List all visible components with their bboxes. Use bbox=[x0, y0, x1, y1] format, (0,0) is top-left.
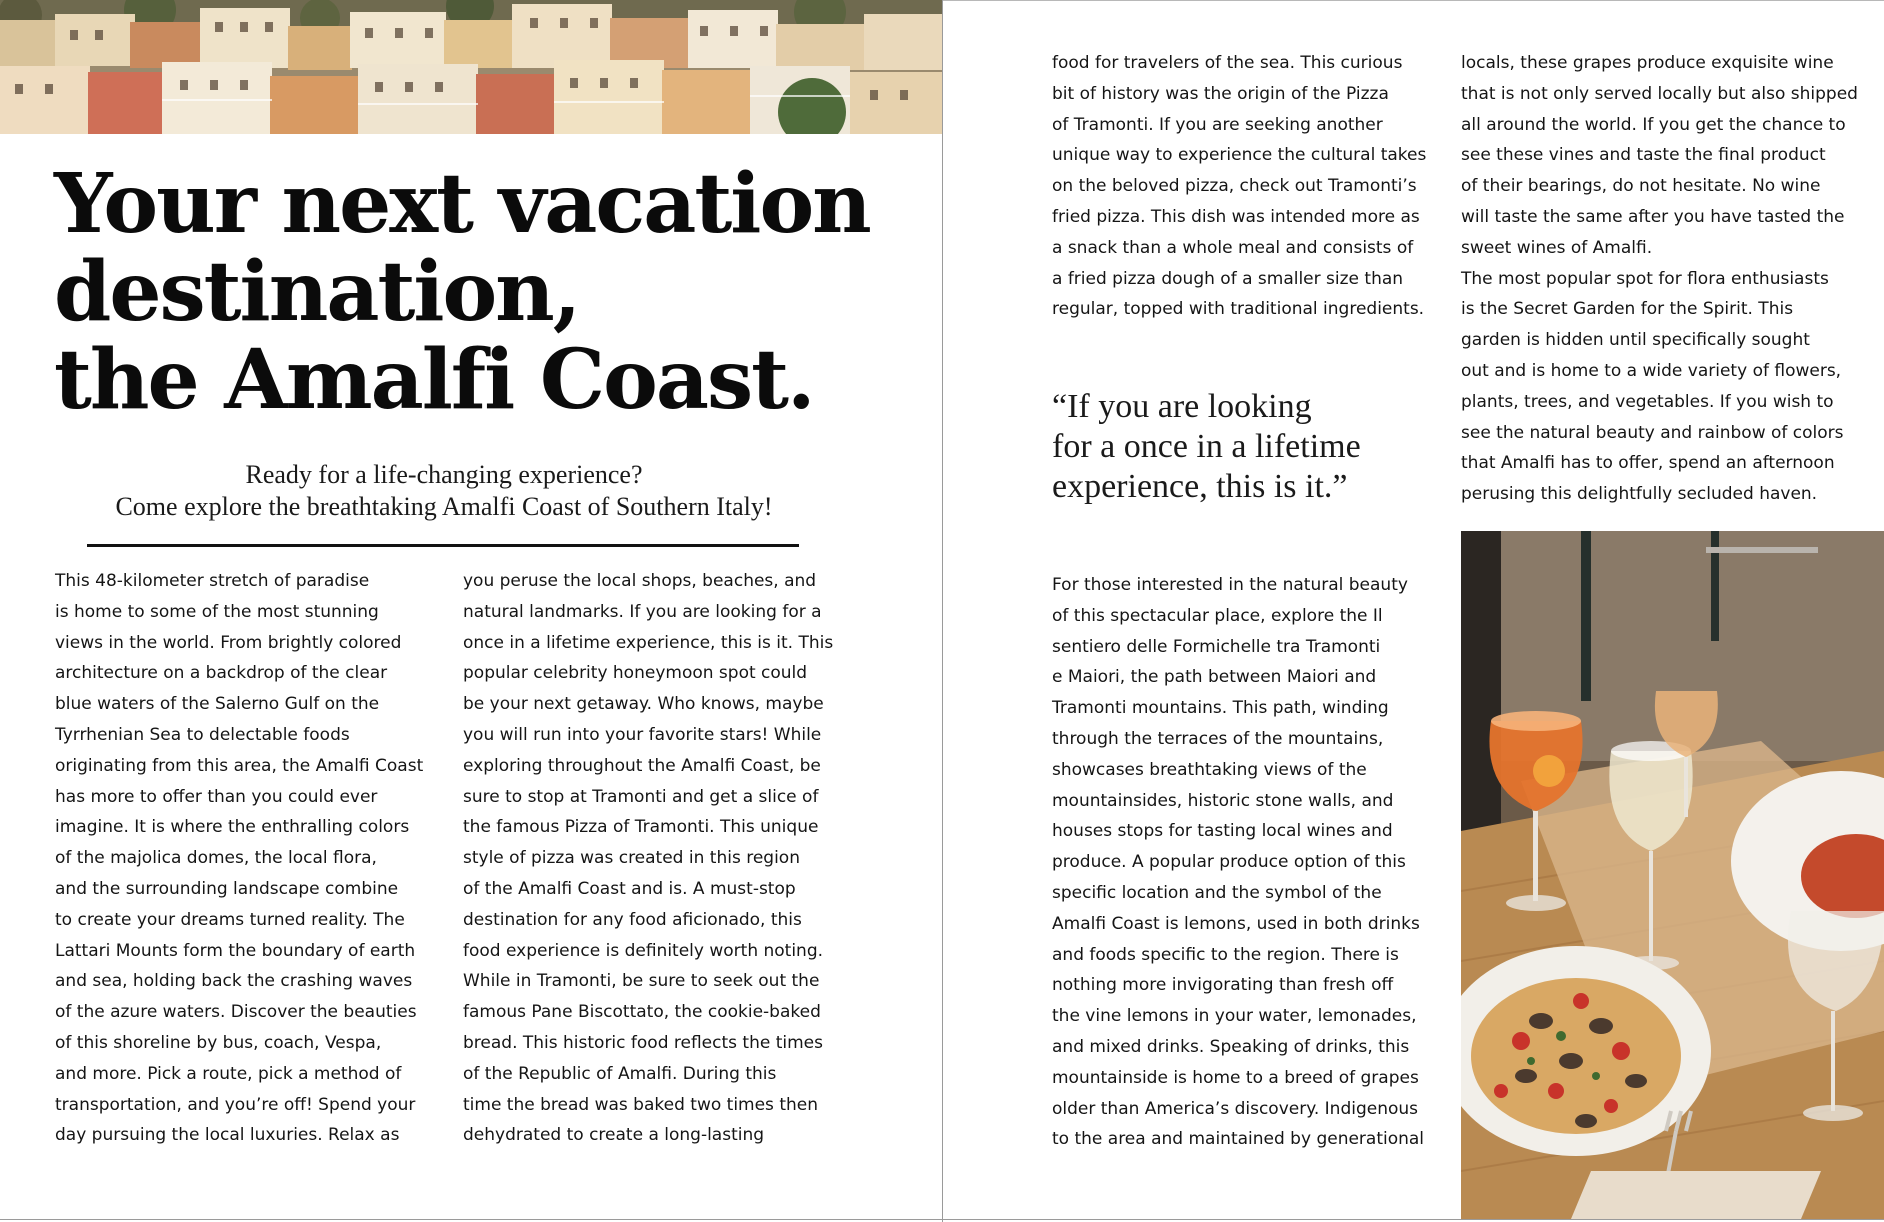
body-line: will taste the same after you have tasted the bbox=[1461, 206, 1845, 227]
subheading bbox=[60, 459, 828, 523]
body-line: food for travelers of the sea. This curious bbox=[1052, 53, 1403, 73]
body-line: originating from this area, the Amalfi Coast bbox=[55, 755, 424, 776]
body-line: natural landmarks. If you are looking for a bbox=[463, 601, 822, 622]
body-line: you peruse the local shops, beaches, and bbox=[463, 571, 817, 591]
body-line: of the azure waters. Discover the beauties bbox=[55, 1002, 417, 1023]
body-line: Amalfi Coast is lemons, used in both drinks bbox=[1052, 913, 1420, 934]
amalfi-village-photo bbox=[0, 0, 942, 134]
body-line: food experience is definitely worth noting. bbox=[463, 940, 824, 961]
body-line: and the surrounding landscape combine bbox=[55, 878, 399, 899]
body-line: see these vines and taste the final product bbox=[1461, 145, 1826, 166]
body-line: perusing this delightfully secluded haven. bbox=[1461, 484, 1818, 505]
body-line: mountainside is home to a breed of grapes bbox=[1052, 1067, 1419, 1088]
body-line: that is not only served locally but also shipped bbox=[1461, 83, 1858, 104]
body-line: bit of history was the origin of the Pizza bbox=[1052, 83, 1389, 104]
body-line: dehydrated to create a long-lasting bbox=[463, 1125, 765, 1146]
subheading-line: Ready for a life-changing experience? bbox=[245, 460, 643, 489]
body-line: day pursuing the local luxuries. Relax as bbox=[55, 1125, 400, 1146]
body-line: and mixed drinks. Speaking of drinks, this bbox=[1052, 1036, 1410, 1057]
body-line: all around the world. If you get the chance to bbox=[1461, 114, 1846, 135]
headline-line: Your next vacation bbox=[54, 156, 870, 252]
body-line: views in the world. From brightly colored bbox=[55, 632, 402, 653]
body-line: and more. Pick a route, pick a method of bbox=[55, 1063, 402, 1084]
body-line: be your next getaway. Who knows, maybe bbox=[463, 694, 824, 715]
body-line: of the Republic of Amalfi. During this bbox=[463, 1063, 777, 1084]
body-line: out and is home to a wide variety of flowers, bbox=[1461, 360, 1842, 381]
body-line: architecture on a backdrop of the clear bbox=[55, 663, 388, 684]
body-line: that Amalfi has to offer, spend an afternoon bbox=[1461, 453, 1835, 474]
body-line: For those interested in the natural beauty bbox=[1052, 575, 1408, 595]
body-line: fried pizza. This dish was intended more as bbox=[1052, 206, 1420, 227]
pull-quote bbox=[1052, 387, 1412, 507]
body-line: of this shoreline by bus, coach, Vespa, bbox=[55, 1032, 382, 1053]
body-line: is the Secret Garden for the Spirit. This bbox=[1461, 299, 1794, 320]
pull-quote-line: for a once in a lifetime bbox=[1052, 428, 1361, 465]
right-page bbox=[943, 0, 1884, 1222]
body-line: blue waters of the Salerno Gulf on the bbox=[55, 694, 380, 715]
body-line: sure to stop at Tramonti and get a slice of bbox=[463, 786, 819, 807]
body-line: mountainsides, historic stone walls, and bbox=[1052, 790, 1394, 811]
body-line: of their bearings, do not hesitate. No wine bbox=[1461, 176, 1821, 197]
body-line: The most popular spot for flora enthusiasts bbox=[1461, 268, 1829, 289]
body-column-3-top bbox=[1052, 48, 1432, 325]
body-line: through the terraces of the mountains, bbox=[1052, 728, 1384, 749]
subheading-line: Come explore the breathtaking Amalfi Coast of Southern Italy! bbox=[115, 492, 773, 521]
body-line: transportation, and you’re off! Spend your bbox=[55, 1094, 416, 1115]
body-line: of the majolica domes, the local flora, bbox=[55, 848, 377, 869]
body-line: specific location and the symbol of the bbox=[1052, 882, 1382, 903]
body-line: e Maiori, the path between Maiori and bbox=[1052, 667, 1377, 688]
body-line: you will run into your favorite stars! While bbox=[463, 724, 822, 745]
body-line: plants, trees, and vegetables. If you wish to bbox=[1461, 391, 1834, 412]
body-line: has more to offer than you could ever bbox=[55, 786, 378, 807]
body-line: of Tramonti. If you are seeking another bbox=[1052, 114, 1383, 135]
body-column-1 bbox=[55, 566, 435, 1151]
body-line: locals, these grapes produce exquisite wine bbox=[1461, 53, 1834, 73]
body-line: style of pizza was created in this region bbox=[463, 848, 800, 869]
body-line: destination for any food aficionado, this bbox=[463, 909, 802, 930]
body-line: imagine. It is where the enthralling colors bbox=[55, 817, 410, 838]
body-line: Tramonti mountains. This path, winding bbox=[1052, 698, 1389, 719]
page-top-edge bbox=[943, 0, 1884, 1]
body-line: and foods specific to the region. There is bbox=[1052, 944, 1399, 965]
body-line: the vine lemons in your water, lemonades, bbox=[1052, 1006, 1417, 1027]
body-line: a snack than a whole meal and consists of bbox=[1052, 237, 1414, 258]
body-line: of this spectacular place, explore the Il bbox=[1052, 605, 1383, 626]
body-line: time the bread was baked two times then bbox=[463, 1094, 818, 1115]
body-line: garden is hidden until specifically sought bbox=[1461, 330, 1810, 351]
body-line: Tyrrhenian Sea to delectable foods bbox=[55, 724, 350, 745]
body-line: a fried pizza dough of a smaller size than bbox=[1052, 268, 1404, 289]
headline-line: the Amalfi Coast. bbox=[54, 332, 814, 428]
body-line: sweet wines of Amalfi. bbox=[1461, 237, 1653, 258]
body-column-3-bottom bbox=[1052, 570, 1432, 1155]
body-line: nothing more invigorating than fresh off bbox=[1052, 975, 1394, 996]
body-line: and sea, holding back the crashing waves bbox=[55, 971, 413, 992]
body-line: produce. A popular produce option of this bbox=[1052, 852, 1406, 873]
body-line: Lattari Mounts form the boundary of earth bbox=[55, 940, 416, 961]
body-line: to create your dreams turned reality. The bbox=[55, 909, 405, 930]
pull-quote-line: experience, this is it.” bbox=[1052, 468, 1348, 505]
body-line: older than America’s discovery. Indigenous bbox=[1052, 1098, 1419, 1119]
body-line: popular celebrity honeymoon spot could bbox=[463, 663, 808, 684]
headline-line: destination, bbox=[54, 244, 580, 340]
body-line: This 48-kilometer stretch of paradise bbox=[55, 571, 370, 591]
body-line: once in a lifetime experience, this is it. This bbox=[463, 632, 834, 653]
body-column-2 bbox=[463, 566, 843, 1151]
body-line: to the area and maintained by generational bbox=[1052, 1129, 1425, 1150]
body-line: sentiero delle Formichelle tra Tramonti bbox=[1052, 636, 1381, 657]
food-and-wine-photo bbox=[1461, 531, 1884, 1219]
body-line: famous Pane Biscottato, the cookie-baked bbox=[463, 1002, 821, 1023]
body-line: on the beloved pizza, check out Tramonti’s bbox=[1052, 176, 1417, 197]
body-line: bread. This historic food reflects the times bbox=[463, 1032, 823, 1053]
body-line: houses stops for tasting local wines and bbox=[1052, 821, 1393, 842]
body-line: While in Tramonti, be sure to seek out the bbox=[463, 971, 820, 992]
headline bbox=[54, 156, 914, 428]
body-line: see the natural beauty and rainbow of colors bbox=[1461, 422, 1844, 443]
body-line: the famous Pizza of Tramonti. This unique bbox=[463, 817, 819, 838]
page-bottom-edge bbox=[0, 1219, 1884, 1220]
body-line: unique way to experience the cultural takes bbox=[1052, 145, 1427, 166]
body-line: regular, topped with traditional ingredients. bbox=[1052, 299, 1425, 320]
subheading-divider bbox=[87, 544, 799, 547]
body-line: of the Amalfi Coast and is. A must-stop bbox=[463, 878, 796, 899]
body-line: is home to some of the most stunning bbox=[55, 601, 379, 622]
body-line: exploring throughout the Amalfi Coast, be bbox=[463, 755, 821, 776]
body-column-4 bbox=[1461, 48, 1861, 510]
body-line: showcases breathtaking views of the bbox=[1052, 759, 1367, 780]
pull-quote-line: “If you are looking bbox=[1052, 388, 1312, 425]
